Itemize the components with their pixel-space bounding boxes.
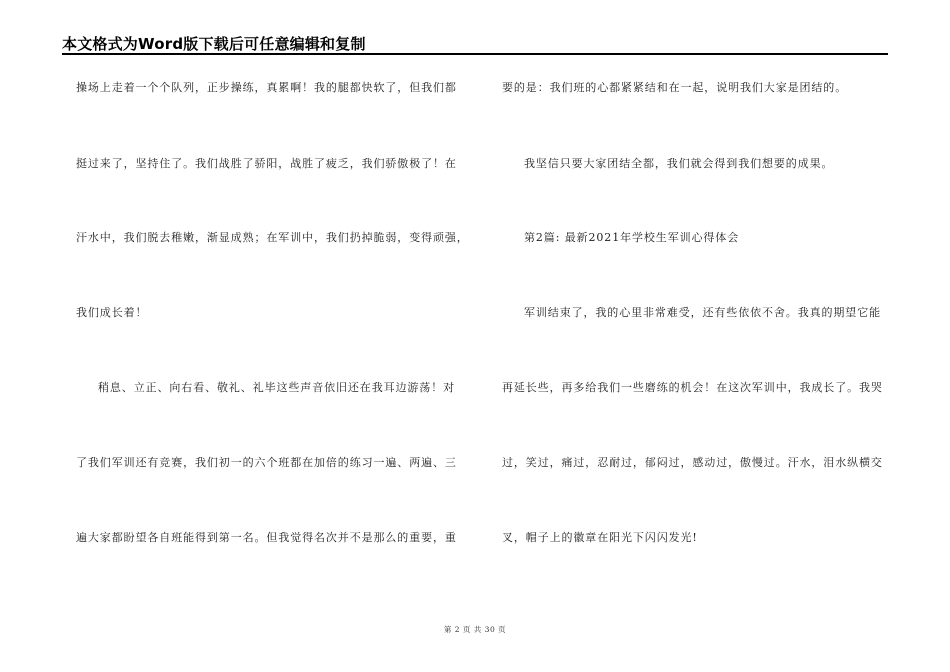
text-line: 过，笑过，痛过，忍耐过，郁闷过，感动过，傲慢过。汗水，泪水纵横交 <box>502 456 883 469</box>
text-line: 军训结束了，我的心里非常难受，还有些依依不舍。我真的期望它能 <box>524 306 881 319</box>
right-text-column <box>502 0 888 672</box>
text-line: 我们成长着！ <box>76 306 148 319</box>
document-header-title: 本文格式为Word版下载后可任意编辑和复制 <box>62 35 366 53</box>
text-line: 叉，帽子上的徽章在阳光下闪闪发光! <box>502 531 698 544</box>
text-line: 操场上走着一个个队列，正步操练，真累啊！我的腿都快软了，但我们都 <box>76 81 457 94</box>
section-heading: 第2篇: 最新2021年学校生军训心得体会 <box>524 231 740 244</box>
text-line: 遍大家都盼望各自班能得到第一名。但我觉得名次并不是那么的重要，重 <box>76 531 457 544</box>
text-line: 要的是：我们班的心都紧紧结和在一起，说明我们大家是团结的。 <box>502 81 848 94</box>
text-line: 挺过来了，坚持住了。我们战胜了骄阳，战胜了疲乏，我们骄傲极了！在 <box>76 157 457 170</box>
text-line: 汗水中，我们脱去稚嫩，渐显成熟；在军训中，我们扔掉脆弱，变得顽强， <box>76 231 469 244</box>
text-line: 我坚信只要大家团结全都，我们就会得到我们想要的成果。 <box>524 157 834 170</box>
page-number-footer: 第 2 页 共 30 页 <box>443 625 507 634</box>
text-line: 了我们军训还有竞赛，我们初一的六个班都在加倍的练习一遍、两遍、三 <box>76 456 457 469</box>
text-line: 稍息、立正、向右看、敬礼、礼毕这些声音依旧还在我耳边游荡！对 <box>98 381 455 394</box>
left-text-column <box>76 0 471 672</box>
text-line: 再延长些，再多给我们一些磨练的机会！在这次军训中，我成长了。我哭 <box>502 381 883 394</box>
